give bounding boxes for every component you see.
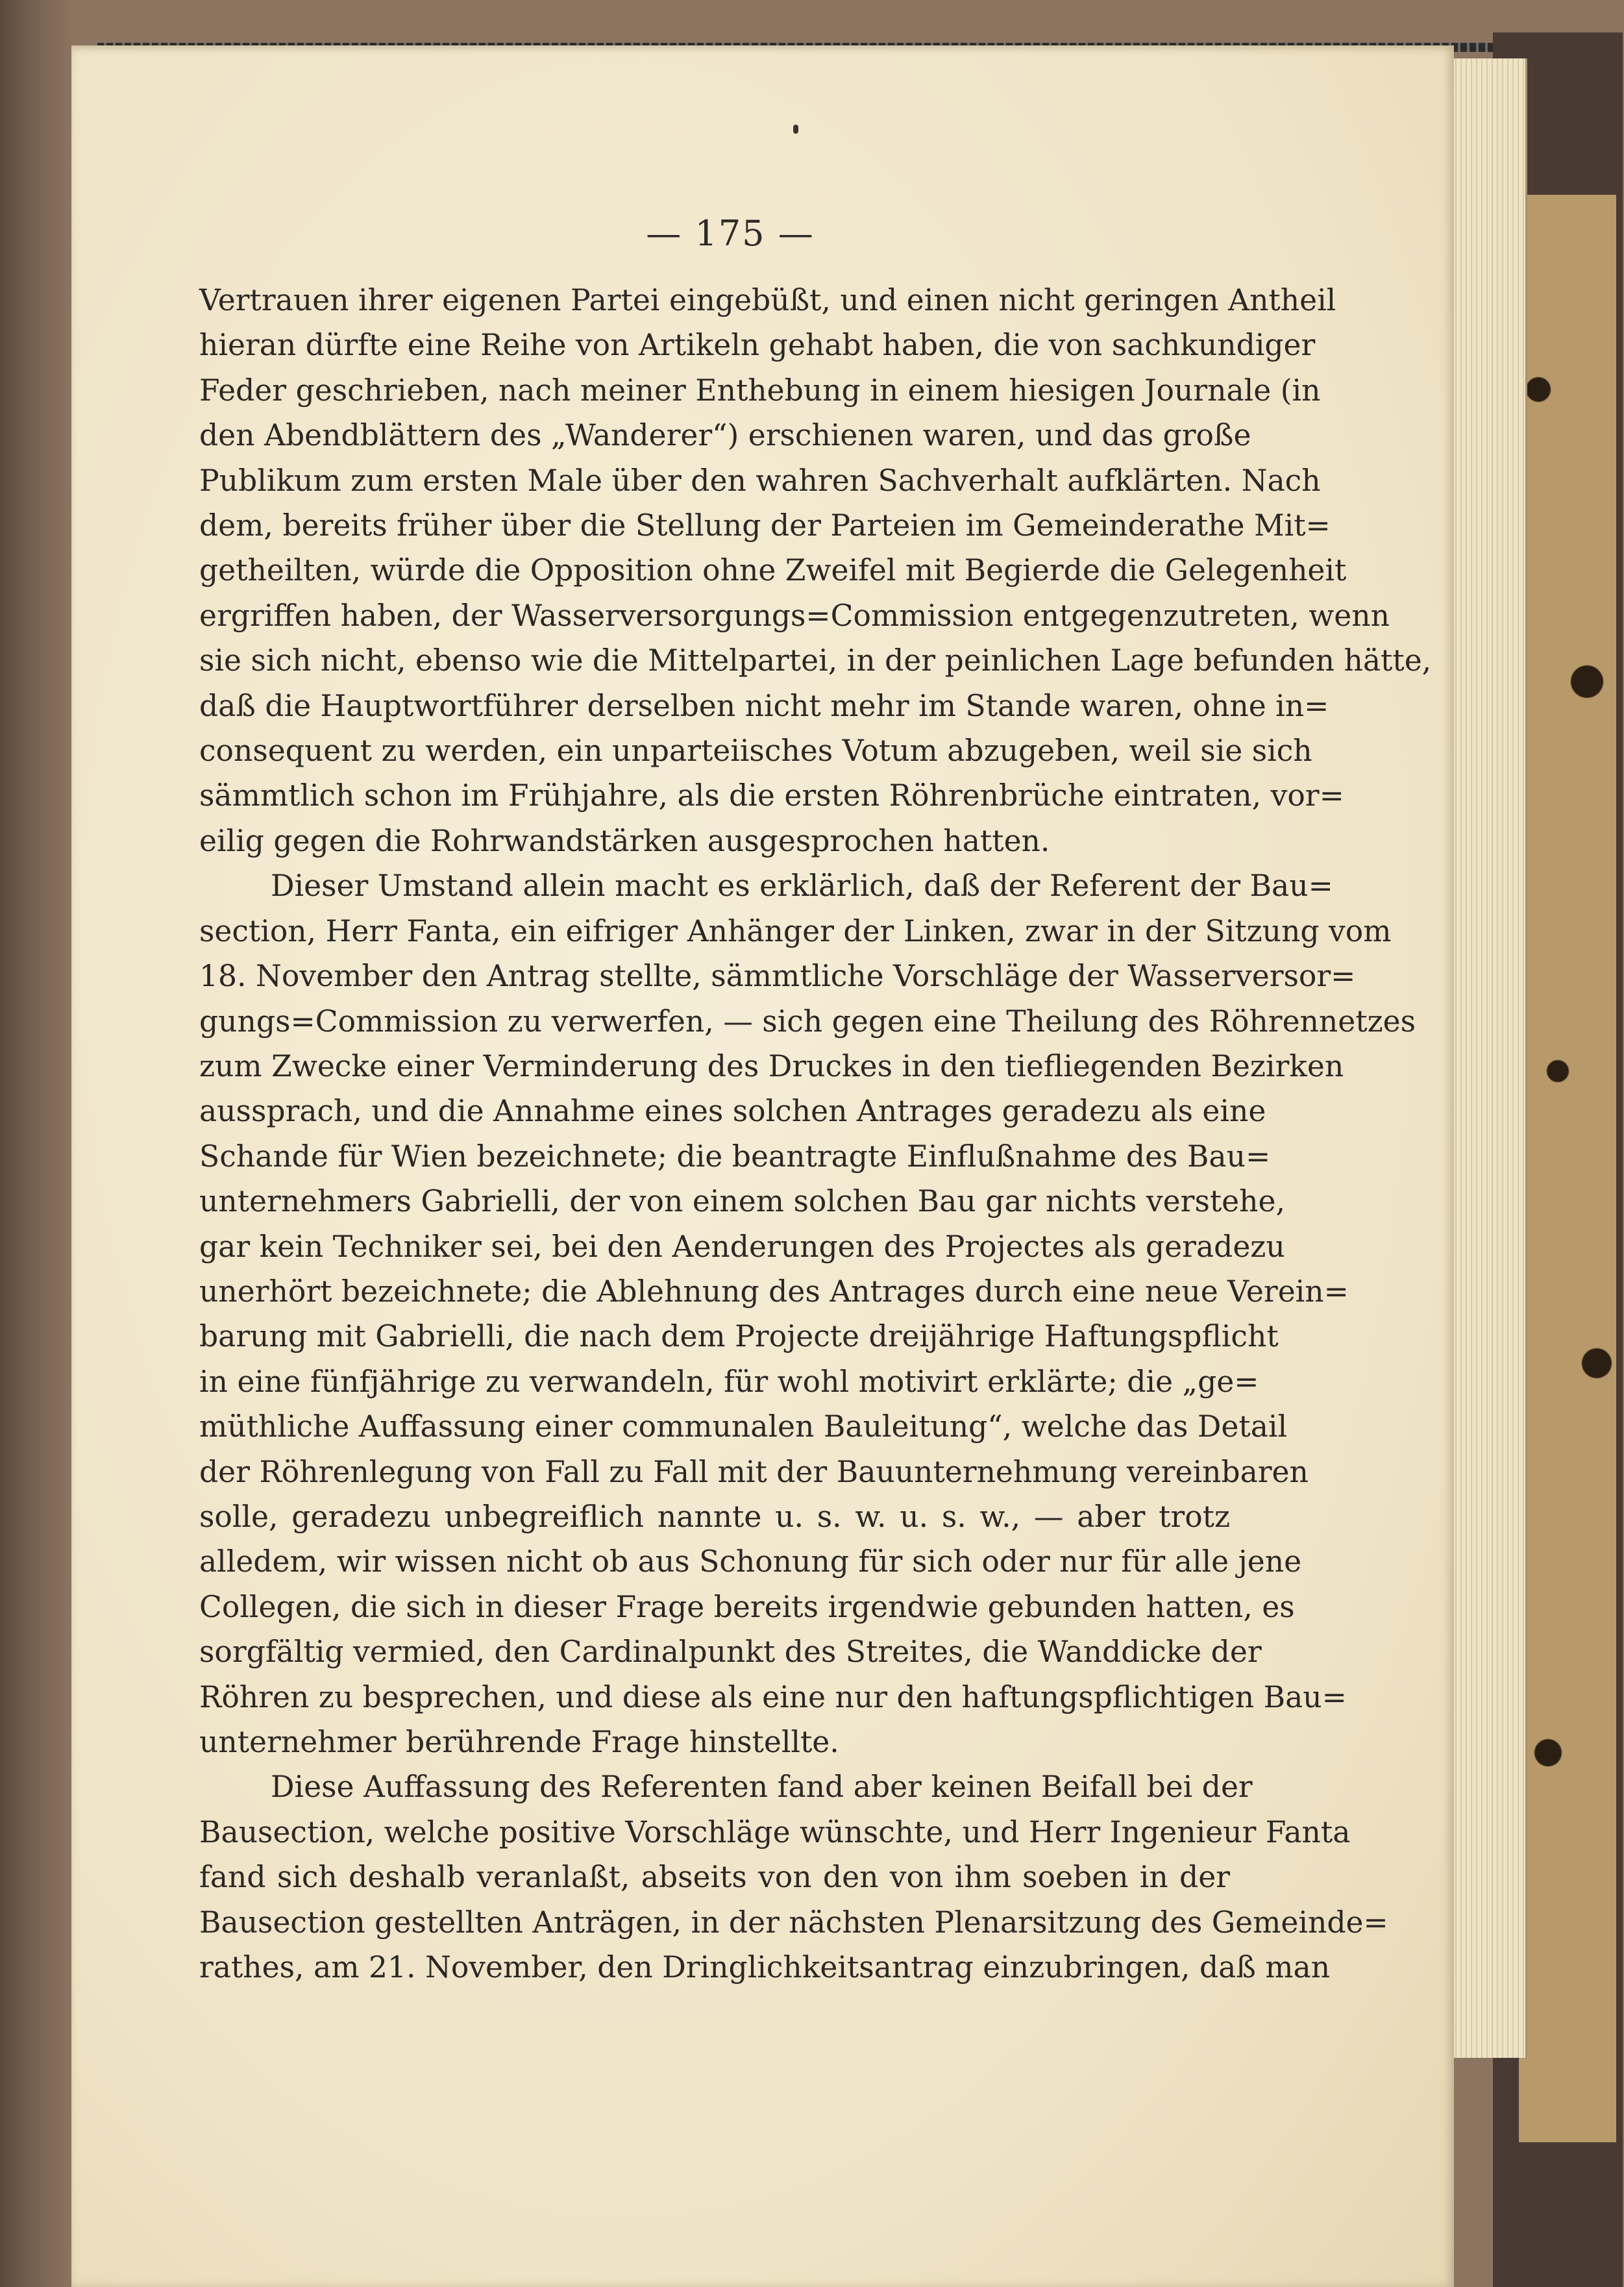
text-line: dem, bereits früher über die Stellung der Parteien im Gemeinderathe Mit=: [199, 508, 1331, 543]
text-line: ergriffen haben, der Wasserversorgungs=Commission entgegenzutreten, wenn: [199, 598, 1390, 633]
text-line: der Röhrenlegung von Fall zu Fall mit der Bauunternehmung vereinbaren: [199, 1454, 1309, 1489]
text-line: daß die Hauptwortführer derselben nicht mehr im Stande waren, ohne in=: [199, 688, 1329, 723]
text-line: aussprach, und die Annahme eines solchen Antrages geradezu als eine: [199, 1094, 1266, 1129]
text-line: solle, geradezu unbegreiflich nannte u. s. w. u. s. w., — aber trotz: [199, 1499, 1230, 1534]
marbled-cover-edge: [1519, 195, 1616, 2142]
text-line: Schande für Wien bezeichnete; die beantragte Einflußnahme des Bau=: [199, 1139, 1271, 1174]
paragraph-start-line: Dieser Umstand allein macht es erklärlich, daß der Referent der Bau=: [271, 869, 1333, 904]
text-line: Feder geschrieben, nach meiner Enthebung in einem hiesigen Journale (in: [199, 373, 1321, 408]
text-line: Publikum zum ersten Male über den wahren Sachverhalt aufklärten. Nach: [199, 463, 1321, 498]
text-line: sorgfältig vermied, den Cardinalpunkt des Streites, die Wanddicke der: [199, 1635, 1262, 1670]
text-line: 18. November den Antrag stellte, sämmtliche Vorschläge der Wasserversor=: [199, 959, 1356, 994]
text-line: Vertrauen ihrer eigenen Partei eingebüßt, und einen nicht geringen Antheil: [199, 283, 1336, 317]
text-line: unerhört bezeichnete; die Ablehnung des Antrages durch eine neue Verein=: [199, 1274, 1349, 1309]
text-line: barung mit Gabrielli, die nach dem Projecte dreijährige Haftungspflicht: [199, 1319, 1279, 1354]
paragraph-end-line: unternehmer berührende Frage hinstellte.: [199, 1725, 839, 1759]
text-line: gungs=Commission zu verwerfen, — sich gegen eine Theilung des Röhrennetzes: [199, 1004, 1416, 1039]
text-line: gar kein Techniker sei, bei den Aenderungen des Projectes als geradezu: [199, 1229, 1285, 1264]
paragraph-end-line: eilig gegen die Rohrwandstärken ausgesprochen hatten.: [199, 823, 1050, 858]
ink-speck: [793, 125, 798, 134]
text-line: alledem, wir wissen nicht ob aus Schonung für sich oder nur für alle jene: [199, 1544, 1302, 1579]
text-line: sie sich nicht, ebenso wie die Mittelpartei, in der peinlichen Lage befunden hätte,: [199, 643, 1432, 678]
text-line: müthliche Auffassung einer communalen Bauleitung“, welche das Detail: [199, 1409, 1288, 1444]
text-line: in eine fünfjährige zu verwandeln, für wohl motivirt erklärte; die „ge=: [199, 1364, 1259, 1399]
text-line: hieran dürfte eine Reihe von Artikeln gehabt haben, die von sachkundiger: [199, 328, 1316, 363]
page-number: — 175 —: [646, 213, 815, 254]
text-line: fand sich deshalb veranlaßt, abseits von den von ihm soeben in der: [199, 1860, 1230, 1895]
page-text: [199, 278, 1432, 1990]
text-line: unternehmers Gabrielli, der von einem solchen Bau gar nichts verstehe,: [199, 1184, 1285, 1219]
paragraph-start-line: Diese Auffassung des Referenten fand aber keinen Beifall bei der: [271, 1770, 1253, 1805]
text-line: Bausection, welche positive Vorschläge wünschte, und Herr Ingenieur Fanta: [199, 1814, 1351, 1849]
text-line: rathes, am 21. November, den Dringlichkeitsantrag einzubringen, daß man: [199, 1950, 1331, 1985]
text-line: consequent zu werden, ein unparteiisches Votum abzugeben, weil sie sich: [199, 734, 1312, 769]
text-line: zum Zwecke einer Verminderung des Druckes in den tiefliegenden Bezirken: [199, 1048, 1344, 1083]
text-line: Collegen, die sich in dieser Frage bereits irgendwie gebunden hatten, es: [199, 1589, 1295, 1624]
text-line: Röhren zu besprechen, und diese als eine nur den haftungspflichtigen Bau=: [199, 1679, 1347, 1714]
text-line: section, Herr Fanta, ein eifriger Anhänger der Linken, zwar in der Sitzung vom: [199, 913, 1392, 948]
text-line: Bausection gestellten Anträgen, in der nächsten Plenarsitzung des Gemeinde=: [199, 1905, 1388, 1940]
text-line: getheilten, würde die Opposition ohne Zweifel mit Begierde die Gelegenheit: [199, 553, 1347, 588]
text-line: den Abendblättern des „Wanderer“) erschienen waren, und das große: [199, 418, 1251, 453]
text-line: sämmtlich schon im Frühjahre, als die ersten Röhrenbrüche eintraten, vor=: [199, 778, 1344, 813]
